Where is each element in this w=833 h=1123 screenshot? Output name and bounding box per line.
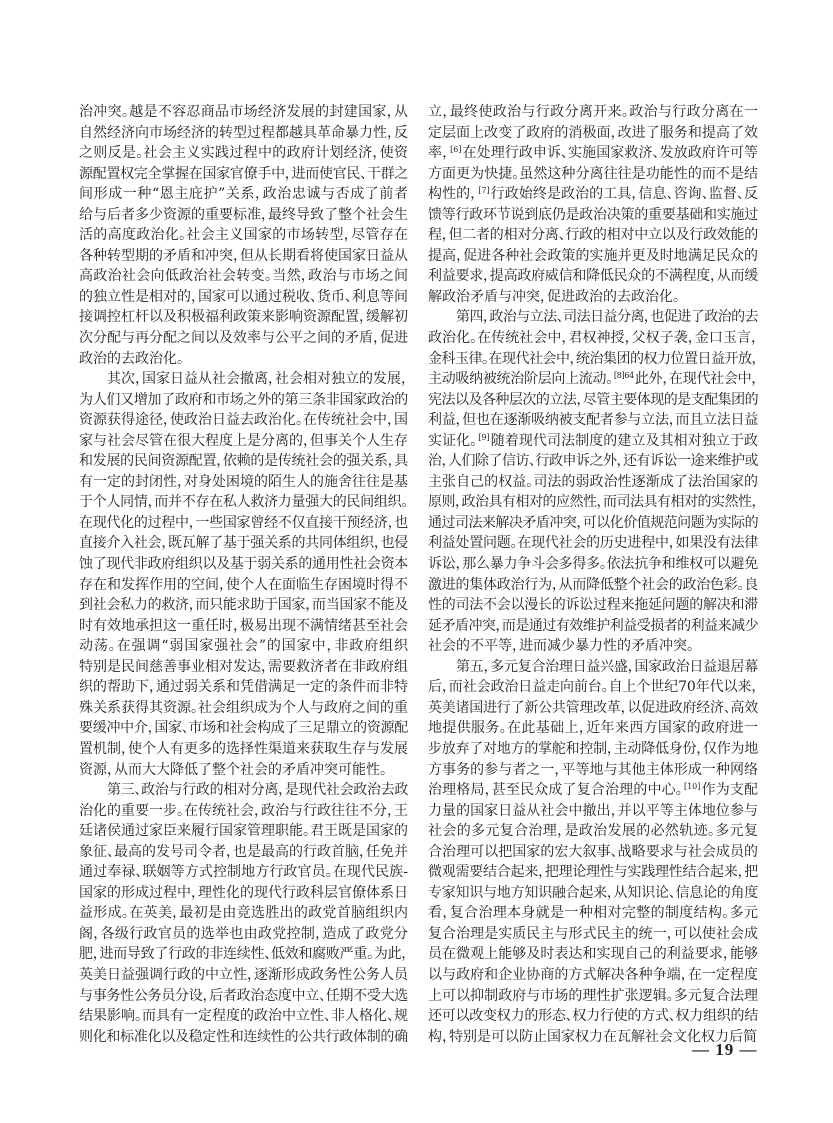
text-line: 方面更为快捷。虽然这种分离往往是功能性的而不是结: [428, 165, 758, 182]
text-line: 主张自己的权益。司法的弱政治性逐渐成了法治国家的: [428, 473, 758, 490]
text-line: 在现代化的过程中，一些国家曾经不仅直接干预经济，也: [79, 514, 408, 531]
page-number: — 19 —: [692, 1040, 758, 1059]
text-line: 社会的不平等，进而减少暴力性的矛盾冲突。: [428, 638, 694, 655]
text-line: 动荡。在强调“弱国家强社会”的国家中，非政府组织: [79, 638, 408, 655]
text-line: 合治理可以把国家的宏大叙事、战略要求与社会成员的: [428, 843, 758, 860]
text-line: [428, 143, 758, 164]
text-line: 诉讼，那么暴力争斗会多得多。依法抗争和维权可以避免: [428, 556, 758, 573]
text-line: 立，最终使政治与行政分离开来。政治与行政分离在一: [428, 104, 758, 120]
text-line: 为人们又增加了政府和市场之外的第三条非国家政治的: [79, 391, 408, 408]
paragraph: [428, 102, 758, 307]
text-line: 微观需要结合起来，把理论理性与实践理性结合起来，把: [428, 864, 758, 881]
text-line: 织的帮助下，通过弱关系和凭借满足一定的条件而非特: [79, 679, 408, 696]
text-line: 间形成一种“恩主庇护”关系，政治忠诚与否成了前者: [79, 186, 408, 203]
text-segment: 治理格局，甚至民众成了复合治理的中心。: [428, 782, 683, 799]
text-line: 自然经济向市场经济的转型过程都越具革命暴力性，反: [79, 124, 408, 141]
text-line: 有一定的封闭性，对身处困境的陌生人的施舍往往是基: [79, 473, 408, 490]
text-segment: 此外，在现代社会中，: [634, 371, 758, 388]
citation-marker: [6]: [450, 145, 462, 155]
text-line: 和发展的民间资源配置，依赖的是传统社会的强关系，具: [79, 453, 408, 470]
text-line: 程，但二者的相对分离、行政的相对中立以及行政效能的: [428, 227, 758, 244]
text-line: 的独立性是相对的，国家可以通过税收、货币、利息等间: [79, 288, 408, 305]
text-line: 存在和发挥作用的空间，使个人在面临生存困境时得不: [79, 576, 408, 593]
text-line: 到社会私力的救济，而只能求助于国家，而当国家不能及: [79, 597, 408, 614]
text-line: 通过司法来解决矛盾冲突，可以化价值规范问题为实际的: [428, 514, 758, 531]
text-line: 金科玉律。在现代社会中，统治集团的权力位置日益开放，: [428, 350, 758, 367]
citation-marker: [9]: [478, 432, 490, 442]
text-line: 地提供服务。在此基础上，近年来西方国家的政府进一: [428, 720, 758, 737]
text-line: 资源获得途径，使政治日益去政治化。在传统社会中，国: [79, 412, 408, 429]
text-line: 通过奉禄、联姻等方式控制地方行政官员。在现代民族-: [79, 864, 408, 881]
text-segment: 实证化。: [428, 432, 478, 449]
paragraph: [79, 102, 408, 369]
text-line: 提高，促进各种社会政策的实施并更及时地满足民众的: [428, 247, 758, 264]
text-line: 定层面上改变了政府的消极面，改进了服务和提高了效: [428, 124, 758, 141]
text-line: 源配置权完全掌握在国家官僚手中，进而使官民、干群之: [79, 165, 408, 182]
text-line: 治化的重要一步。在传统社会，政治与行政往往不分，王: [79, 802, 408, 819]
text-line: 之则反是。社会主义实践过程中的政府计划经济，使资: [79, 145, 408, 162]
text-line: 复合治理是实质民主与形式民主的统一，可以使社会成: [428, 925, 758, 942]
text-line: 原则，政治具有相对的应然性，而司法具有相对的实然性，: [428, 494, 758, 511]
text-line: 以与政府和企业协商的方式解决各种争端，在一定程度: [428, 966, 758, 983]
paragraph: [428, 307, 758, 656]
text-line: 治冲突。越是不容忍商品市场经济发展的封建国家，从: [79, 104, 408, 120]
text-line: 给与后者多少资源的重要标准，最终导致了整个社会生: [79, 206, 408, 223]
text-segment: 作为支配: [701, 782, 758, 799]
text-line: 专家知识与地方知识融合起来，从知识论、信息论的角度: [428, 884, 758, 901]
text-line: 结果影响。而具有一定程度的政治中立性、非人格化、规: [79, 1008, 408, 1025]
text-line: 利益要求，提高政府威信和降低民众的不满程度，从而缓: [428, 268, 758, 285]
text-line: 第五，多元复合治理日益兴盛，国家政治日益退居幕: [456, 658, 758, 675]
text-line: [428, 184, 758, 205]
text-line: 于个人同情，而并不存在私人救济力量强大的民间组织。: [79, 494, 408, 511]
text-line: 利益处置问题。在现代社会的历史进程中，如果没有法律: [428, 535, 758, 552]
text-line: 则化和标准化以及稳定性和连续性的公共行政体制的确: [79, 1028, 408, 1045]
text-line: 治，人们除了信访、行政申诉之外，还有诉讼一途来维护或: [428, 453, 758, 470]
text-line: 各种转型期的矛盾和冲突，但从长期看将使国家日益从: [79, 247, 408, 264]
citation-marker: [10]: [683, 782, 701, 792]
left-column: [79, 102, 408, 1047]
paragraph: [79, 780, 408, 1047]
text-line: 后，而社会政治日益走向前台。自上个世纪70年代以来，: [428, 679, 758, 696]
text-line: 益形成。在英美，最初是由竞选胜出的政党首脑组织内: [79, 905, 408, 922]
text-line: 力量的国家日益从社会中撤出，并以平等主体地位参与: [428, 802, 758, 819]
text-line: 与事务性公务员分设，后者政治态度中立、任期不受大选: [79, 987, 408, 1004]
text-line: [428, 780, 758, 801]
text-segment: 在处理行政申诉、实施国家救济、发放政府许可等: [462, 145, 758, 162]
text-line: 第四，政治与立法、司法日益分离，也促进了政治的去: [456, 309, 758, 326]
text-line: 宪法以及各种层次的立法，尽管主要体现的是支配集团的: [428, 391, 758, 408]
text-line: 活的高度政治化。社会主义国家的市场转型，尽管存在: [79, 227, 408, 244]
paragraph: [79, 369, 408, 780]
text-line: 构，特别是可以防止国家权力在瓦解社会文化权力后简: [428, 1028, 757, 1045]
paragraph: [428, 657, 758, 1047]
text-line: 上可以抑制政府与市场的理性扩张逻辑。多元复合法理: [428, 987, 758, 1004]
text-line: 家与社会尽管在很大程度上是分离的，但事关个人生存: [79, 432, 408, 449]
text-line: 还可以改变权力的形态、权力行使的方式、权力组织的结: [428, 1008, 758, 1025]
text-line: 接调控杠杆以及积极福利政策来影响资源配置，缓解初: [79, 309, 408, 326]
text-line: 英美日益强调行政的中立性，逐渐形成政务性公务人员: [79, 966, 408, 983]
text-line: 政治化。在传统社会中，君权神授，父权子袭，金口玉言，: [428, 330, 758, 347]
text-line: 看，复合治理本身就是一种相对完整的制度结构。多元: [428, 905, 758, 922]
text-line: 利益，但也在逐渐吸纳被支配者参与立法，而且立法日益: [428, 412, 758, 429]
text-line: 资源，从而大大降低了整个社会的矛盾冲突可能性。: [79, 761, 387, 778]
text-line: 馈等行政环节说到底仍是政治决策的重要基础和实施过: [428, 206, 758, 223]
text-line: 员在微观上能够及时表达和实现自己的利益要求，能够: [428, 946, 758, 963]
text-line: 时有效地承担这一重任时，极易出现不满情绪甚至社会: [79, 617, 408, 634]
text-segment: 构性的，: [428, 186, 478, 203]
text-line: 政治的去政治化。: [79, 350, 184, 367]
text-line: 直接介入社会，既瓦解了基于强关系的共同体组织，也侵: [79, 535, 408, 552]
text-line: 特别是民间慈善事业相对发达，需要救济者在非政府组: [79, 658, 408, 675]
text-line: 次分配与再分配之间以及效率与公平之间的矛盾，促进: [79, 330, 408, 347]
text-segment: 随着现代司法制度的建立及其相对独立于政: [490, 432, 758, 449]
citation-marker: [7]: [478, 186, 490, 196]
text-line: [428, 369, 758, 390]
text-line: [428, 431, 758, 452]
text-line: 廷诸侯通过家臣来履行国家管理职能。君王既是国家的: [79, 823, 408, 840]
text-line: 肥，进而导致了行政的非连续性、低效和腐败严重。为此，: [79, 946, 408, 963]
text-line: 蚀了现代非政府组织以及基于弱关系的通用性社会资本: [79, 556, 408, 573]
text-line: 殊关系获得其资源。社会组织成为个人与政府之间的重: [79, 699, 408, 716]
text-line: 性的司法不会以漫长的诉讼过程来拖延问题的解决和滞: [428, 597, 758, 614]
text-line: 高政治社会向低政治社会转变。当然，政治与市场之间: [79, 268, 408, 285]
text-line: 阁，各级行政官员的选举也由政党控制，造成了政党分: [79, 925, 408, 942]
text-line: 国家的形成过程中，理性化的现代行政科层官僚体系日: [79, 884, 408, 901]
text-line: 延矛盾冲突，而是通过有效维护利益受损者的利益来减少: [428, 617, 758, 634]
text-segment: 行政始终是政治的工具，信息、咨询、监督、反: [490, 186, 758, 203]
text-segment: 率，: [428, 145, 450, 162]
text-line: 要缓冲中介，国家、市场和社会构成了三足鼎立的资源配: [79, 720, 408, 737]
text-line: 激进的集体政治行为，从而降低整个社会的政治色彩。良: [428, 576, 758, 593]
text-line: 英美诸国进行了新公共管理改革，以促进政府经济、高效: [428, 699, 758, 716]
text-line: 解政治矛盾与冲突，促进政治的去政治化。: [428, 288, 680, 305]
text-segment: 主动吸纳被统治阶层向上流动。: [428, 371, 613, 388]
text-line: 步放弃了对地方的掌舵和控制，主动降低身份，仅作为地: [428, 740, 758, 757]
text-line: 社会的多元复合治理，是政治发展的必然轨迹。多元复: [428, 823, 758, 840]
text-line: 方事务的参与者之一，平等地与其他主体形成一种网络: [428, 761, 758, 778]
citation-marker: [8]64: [613, 371, 634, 381]
text-line: 第三、政治与行政的相对分离，是现代社会政治去政: [107, 782, 408, 799]
text-line: 象征、最高的发号司令者，也是最高的行政首脑，任免并: [79, 843, 408, 860]
right-column: [428, 102, 758, 1047]
text-line: 置机制，使个人有更多的选择性渠道来获取生存与发展: [79, 740, 408, 757]
text-line: 其次，国家日益从社会撤离，社会相对独立的发展，: [107, 371, 408, 388]
